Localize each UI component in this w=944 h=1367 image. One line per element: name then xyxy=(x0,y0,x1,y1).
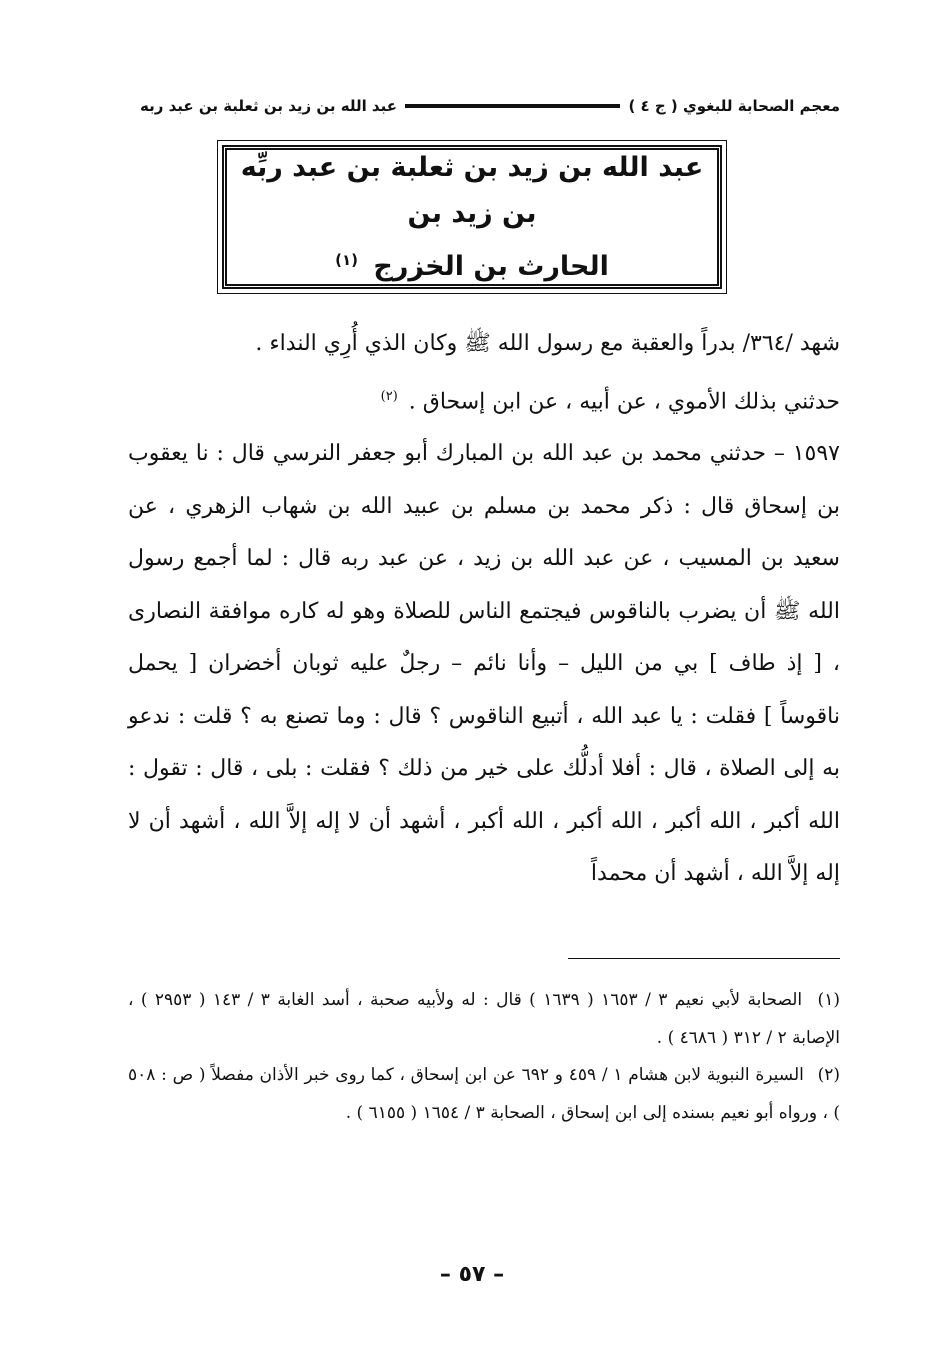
header-entry-title: عبد الله بن زيد بن ثعلبة بن عبد ربه xyxy=(140,97,397,115)
footnote-2 xyxy=(128,1057,840,1132)
footnote-1-text: الصحابة لأبي نعيم ٣ / ١٦٥٣ ( ١٦٣٩ ) قال : له ولأبيه صحبة ، أسد الغابة ٣ / ١٤٣ ( ٢٩٥٣ ) ، الإصابة ٢ / ٣١٢ ( ٤٦٨٦ ) . xyxy=(128,990,840,1048)
running-header xyxy=(140,92,840,120)
footnote-ref-1: (١) xyxy=(335,250,358,269)
footnote-2-number: (٢) xyxy=(817,1065,841,1085)
footnote-2-text: السيرة النبوية لابن هشام ١ / ٤٥٩ و ٦٩٢ عن ابن إسحاق ، كما روى خبر الأذان مفصلاً ( ص : ٥٠٨ ) ، ورواه أبو نعيم بسنده إلى ابن إسحاق ، الصحابة ٣ / ١٦٥٤ ( ٦١٥٥ ) . xyxy=(128,1065,840,1123)
footnote-separator xyxy=(568,958,840,959)
entry-title-frame xyxy=(222,145,722,289)
paragraph-1: شهد /٣٦٤/ بدراً والعقبة مع رسول الله ﷺ وكان الذي أُرِي النداء . xyxy=(255,331,840,356)
footnotes xyxy=(128,982,840,1132)
body-text xyxy=(128,318,840,901)
footnote-ref-2: (٢) xyxy=(380,388,398,404)
entry-title-line2-text: الحارث بن الخزرج xyxy=(373,250,609,282)
header-rule xyxy=(405,104,620,108)
entry-title-line2 xyxy=(335,237,609,290)
entry-title-line1: عبد الله بن زيد بن ثعلبة بن عبد ربِّه بن زيد بن xyxy=(240,151,704,229)
paragraph-3-hadith: ١٥٩٧ – حدثني محمد بن عبد الله بن المبارك أبو جعفر النرسي قال : نا يعقوب بن إسحاق قال : ذكر محمد بن مسلم بن عبيد الله بن شهاب الزهري ، عن سعيد بن المسيب ، عن عبد الله بن زيد ، عن عبد ربه قال : لما أجمع رسول الله ﷺ أن يضرب بالناقوس فيجتمع الناس للصلاة وهو له كاره موافقة النصارى ، [ إذ طاف ] بي من الليل – وأنا نائم – رجلٌ عليه ثوبان أخضران [ يحمل ناقوساً ] فقلت : يا عبد الله ، أتبيع الناقوس ؟ قال : وما تصنع به ؟ قلت : ندعو به إلى الصلاة ، قال : أفلا أدلُّك على خير من ذلك ؟ فقلت : بلى ، قال : تقول : الله أكبر ، الله أكبر ، الله أكبر ، الله أكبر ، أشهد أن لا إله إلاَّ الله ، أشهد أن لا إله إلاَّ الله ، أشهد أن محمداً xyxy=(128,441,840,887)
paragraph-2-text: حدثني بذلك الأموي ، عن أبيه ، عن ابن إسحاق . xyxy=(408,388,840,414)
header-book-title: معجم الصحابة للبغوي ( ج ٤ ) xyxy=(628,97,840,115)
page-number: – ٥٧ – xyxy=(439,1262,505,1287)
footnote-1 xyxy=(128,982,840,1057)
paragraph-2 xyxy=(128,371,840,429)
footnote-1-number: (١) xyxy=(817,990,840,1010)
